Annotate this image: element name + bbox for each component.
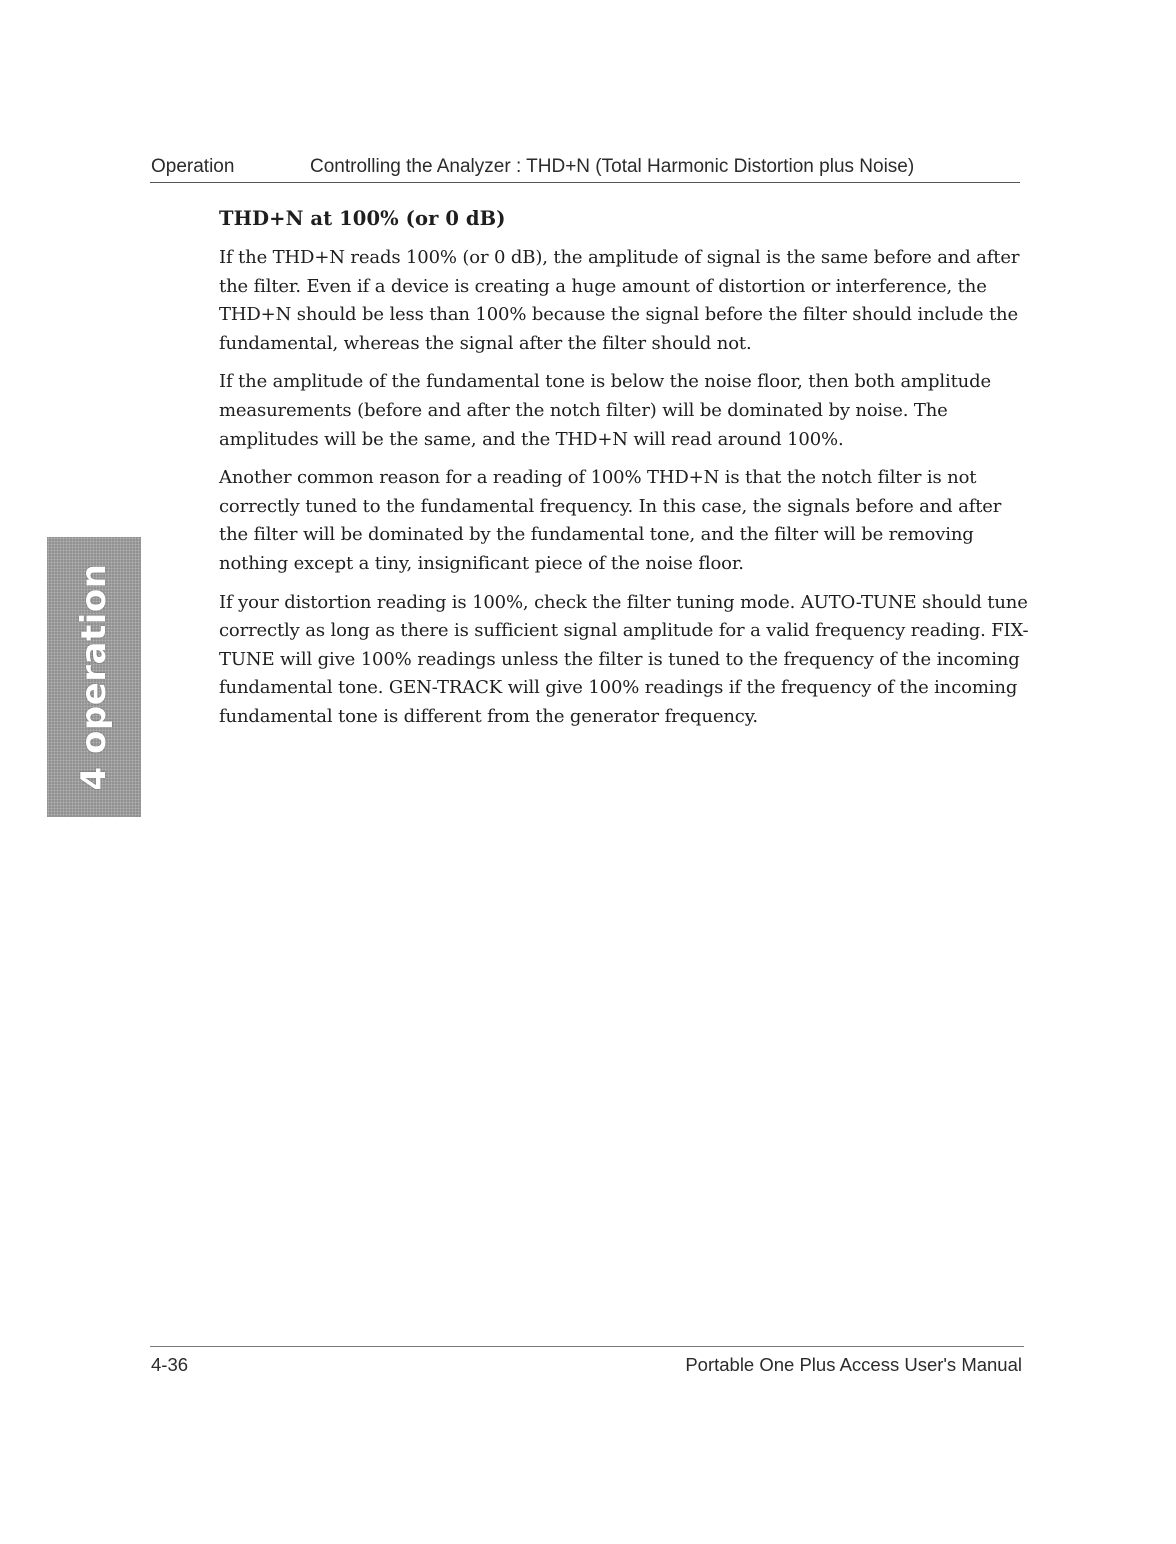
main-content — [219, 207, 1029, 742]
manual-title: Portable One Plus Access User's Manual — [685, 1354, 1022, 1375]
paragraph-2: If the amplitude of the fundamental tone is below the noise floor, then both amplitude measurements (before and after the notch filter) will be dominated by noise. The amplitudes will be the same, and the THD+N will read around 100%. — [219, 371, 991, 450]
header-section-name: Operation — [151, 156, 235, 177]
chapter-tab-label: 4 operation — [74, 563, 114, 791]
paragraph-1: If the THD+N reads 100% (or 0 dB), the amplitude of signal is the same before and after the filter. Even if a device is creating a huge amount of distortion or interference, the THD+N should be less than 100% because the signal before the filter should include the fundamental, whereas the signal after the filter should not. — [219, 247, 1020, 354]
paragraph-3: Another common reason for a reading of 100% THD+N is that the notch filter is not correctly tuned to the fundamental frequency. In this case, the signals before and after the filter will be dominated by the fundamental tone, and the filter will be removing nothing except a tiny, insignificant piece of the noise floor. — [219, 467, 1002, 574]
running-footer — [150, 1346, 1024, 1375]
page-number: 4-36 — [151, 1354, 189, 1375]
chapter-tab — [47, 537, 141, 817]
section-heading: THD+N at 100% (or 0 dB) — [219, 207, 506, 230]
running-header — [150, 156, 1020, 183]
header-topic: Controlling the Analyzer : THD+N (Total Harmonic Distortion plus Noise) — [310, 156, 915, 177]
paragraph-4: If your distortion reading is 100%, check the filter tuning mode. AUTO-TUNE should tune correctly as long as there is sufficient signal amplitude for a valid frequency reading. FIX-TUNE will give 100% readings unless the filter is tuned to the frequency of the incoming fundamental tone. GEN-TRACK will give 100% readings if the frequency of the incoming fundamental tone is different from the generator frequency. — [219, 591, 1029, 727]
